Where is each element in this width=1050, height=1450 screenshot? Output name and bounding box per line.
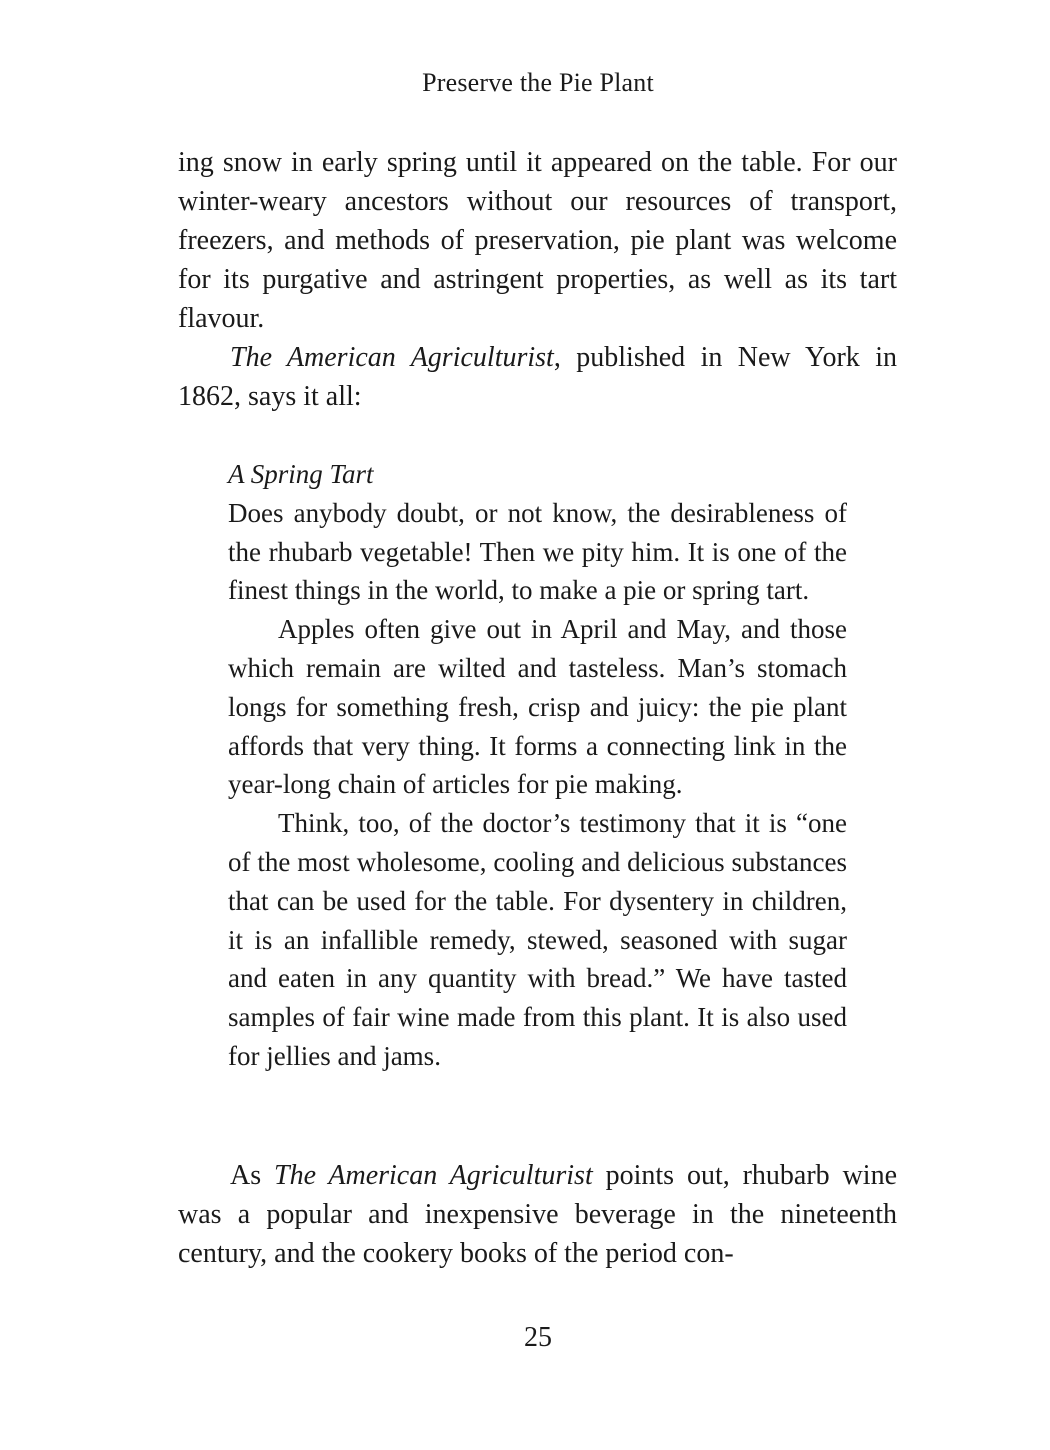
block-quote xyxy=(228,455,847,1076)
running-title: Preserve the Pie Plant xyxy=(422,68,654,97)
paragraph-text: , published in New York in 1862, says it all: xyxy=(178,342,897,412)
quote-paragraph: Think, too, of the doctor’s testimony that it is “one of the most wholesome, cooling and delicious substances that can be used for the table. For dysentery in children, it is an infallible remedy, stewed, seasoned with sugar and eaten in any quantity with bread.” We have tasted samples of fair wine made from this plant. It is also used for jellies and jams. xyxy=(228,808,847,1071)
quote-title: A Spring Tart xyxy=(228,459,374,489)
publication-title: The American Agriculturist xyxy=(230,342,554,373)
paragraph-text: points out, rhubarb wine was a popular and inexpensive beverage in the nineteenth century, and the cookery books of the period con- xyxy=(178,1160,897,1269)
body-text-closing xyxy=(178,1156,897,1273)
paragraph xyxy=(178,1156,897,1273)
paragraph: ing snow in early spring until it appeared on the table. For our winter-weary ancestors without our resources of transport, freezers, and methods of preservation, pie plant was welcome for its purgative and astringent properties, as well as its tart flavour. xyxy=(178,147,897,334)
paragraph-text: As xyxy=(230,1160,274,1191)
publication-title: The American Agriculturist xyxy=(274,1160,593,1191)
body-text xyxy=(178,143,897,416)
page-number: 25 xyxy=(524,1322,552,1353)
quote-paragraph: Apples often give out in April and May, and those which remain are wilted and tasteless. Man’s stomach longs for something fresh, crisp and juicy: the pie plant affords that very thing. It forms a connecting link in the year-long chain of articles for pie making. xyxy=(228,614,847,800)
quote-paragraph: Does anybody doubt, or not know, the desirableness of the rhubarb vegetable! Then we pity him. It is one of the finest things in the world, to make a pie or spring tart. xyxy=(228,497,847,606)
paragraph xyxy=(178,338,897,416)
